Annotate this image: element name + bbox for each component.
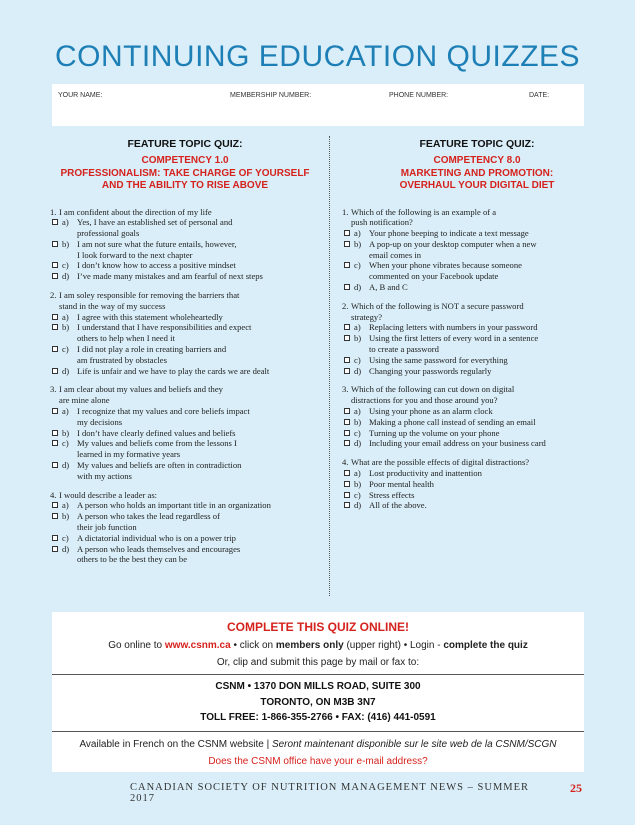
checkbox[interactable] — [52, 314, 58, 320]
option-letter: a) — [354, 228, 361, 239]
question-stem — [50, 290, 320, 312]
option-text: I don’t have clearly defined values and beliefs — [77, 427, 236, 438]
checkbox[interactable] — [52, 430, 58, 436]
submission-panel — [52, 612, 584, 772]
option-text: My values and beliefs are often in contradiction with my actions — [77, 460, 242, 481]
option-letter: d) — [354, 500, 362, 511]
date-field-label[interactable]: DATE: — [529, 92, 550, 99]
question-number: 3. — [50, 384, 57, 395]
option-text: Your phone beeping to indicate a text message — [369, 228, 529, 239]
checkbox[interactable] — [52, 535, 58, 541]
option-letter: c) — [62, 438, 69, 449]
answer-option[interactable] — [50, 406, 320, 428]
option-text: A person who takes the lead regardless of their job function — [77, 511, 220, 533]
option-text: I’ve made many mistakes and am fearful of next steps — [77, 271, 263, 282]
checkbox[interactable] — [344, 419, 350, 425]
page-number: 25 — [570, 781, 582, 795]
option-letter: d) — [354, 365, 362, 376]
option-letter: d) — [354, 438, 362, 449]
option-letter: b) — [62, 511, 70, 522]
checkbox[interactable] — [52, 502, 58, 508]
option-letter: b) — [354, 333, 362, 344]
complete-quiz-text: complete the quiz — [443, 640, 528, 651]
checkbox[interactable] — [344, 262, 350, 268]
question-number: 3. — [342, 384, 349, 395]
checkbox[interactable] — [344, 440, 350, 446]
email-question: Does the CSNM office have your e-mail address? — [208, 755, 428, 767]
answer-option[interactable] — [50, 428, 320, 439]
clip-instructions: Or, clip and submit this page by mail or fax to: — [216, 657, 420, 668]
panel-rule — [52, 674, 584, 675]
checkbox[interactable] — [344, 470, 350, 476]
option-letter: c) — [62, 260, 69, 271]
question-text: Which of the following is NOT a secure password strategy? — [351, 300, 524, 322]
french-english-text: Available in French on the CSNM website | — [79, 738, 270, 750]
option-letter: d) — [62, 365, 70, 376]
checkbox[interactable] — [344, 241, 350, 247]
option-letter: b) — [354, 238, 362, 249]
option-text: I am not sure what the future entails, however, I look forward to the next chapter — [77, 238, 237, 260]
question-stem — [50, 384, 320, 406]
option-letter: a) — [62, 311, 69, 322]
name-field-label[interactable]: YOUR NAME: — [58, 92, 103, 99]
address-line-1: CSNM • 1370 DON MILLS ROAD, SUITE 300 — [215, 681, 421, 692]
option-letter: c) — [354, 354, 361, 365]
question-text: I am soley responsible for removing the barriers that stand in the way of my success — [59, 290, 240, 311]
left-question-list — [50, 207, 320, 566]
answer-option[interactable] — [342, 490, 612, 501]
option-text: Turning up the volume on your phone — [369, 427, 500, 438]
right-quiz-heading: FEATURE TOPIC QUIZ: — [419, 138, 535, 150]
question — [50, 490, 320, 566]
address-line-2: TORONTO, ON M3B 3N7 — [260, 696, 376, 708]
question-stem — [50, 207, 320, 218]
question — [342, 207, 612, 293]
question — [50, 207, 320, 283]
checkbox[interactable] — [52, 368, 58, 374]
checkbox[interactable] — [344, 481, 350, 487]
question-number: 1. — [50, 206, 57, 217]
checkbox[interactable] — [52, 262, 58, 268]
option-letter: b) — [62, 427, 70, 438]
checkbox[interactable] — [344, 284, 350, 290]
french-availability — [52, 739, 584, 750]
question — [342, 301, 612, 377]
checkbox[interactable] — [52, 241, 58, 247]
column-divider — [329, 136, 330, 596]
option-letter: a) — [62, 406, 69, 417]
phone-field-label[interactable]: PHONE NUMBER: — [389, 92, 449, 99]
option-letter: d) — [62, 271, 70, 282]
click-on-text: • click on — [233, 640, 274, 651]
option-text: Replacing letters with numbers in your password — [369, 322, 538, 333]
option-letter: c) — [62, 532, 69, 543]
checkbox[interactable] — [52, 346, 58, 352]
checkbox[interactable] — [344, 324, 350, 330]
answer-option[interactable] — [50, 500, 320, 511]
answer-option[interactable] — [342, 479, 612, 490]
answer-option[interactable] — [50, 322, 320, 344]
answer-option[interactable] — [342, 260, 612, 282]
panel-rule-2 — [52, 731, 584, 732]
option-text: I agree with this statement wholeheartedly — [77, 311, 223, 322]
answer-option[interactable] — [50, 438, 320, 460]
option-text: I recognize that my values and core beliefs impact my decisions — [77, 406, 250, 427]
answer-option[interactable] — [50, 260, 320, 271]
question-stem — [50, 490, 320, 501]
option-text: Yes, I have an established set of personal and professional goals — [77, 217, 233, 239]
checkbox[interactable] — [344, 357, 350, 363]
right-quiz-competency: COMPETENCY 8.0 MARKETING AND PROMOTION: OVERHAUL YOUR DIGITAL DIET — [399, 155, 555, 191]
answer-option[interactable] — [342, 228, 612, 239]
right-question-list — [342, 207, 612, 512]
question-number: 2. — [342, 300, 349, 311]
left-quiz-heading: FEATURE TOPIC QUIZ: — [127, 138, 243, 150]
option-text: Including your email address on your business card — [369, 438, 546, 449]
answer-option[interactable] — [342, 322, 612, 333]
answer-option[interactable] — [342, 239, 612, 261]
right-quiz — [342, 138, 612, 511]
option-letter: b) — [354, 478, 362, 489]
option-text: Changing your passwords regularly — [369, 365, 492, 376]
answer-option[interactable] — [342, 333, 612, 355]
option-text: Using your phone as an alarm clock — [369, 406, 493, 417]
mailing-address — [52, 679, 584, 726]
answer-option[interactable] — [342, 366, 612, 377]
answer-option[interactable] — [342, 500, 612, 511]
info-bar — [52, 84, 584, 126]
option-letter: d) — [62, 543, 70, 554]
option-text: I don’t know how to access a positive mindset — [77, 260, 236, 271]
answer-option[interactable] — [50, 344, 320, 366]
question — [342, 384, 612, 449]
go-online-text: Go online to — [108, 640, 163, 651]
answer-option[interactable] — [50, 217, 320, 239]
checkbox[interactable] — [52, 462, 58, 468]
question-stem — [342, 301, 612, 323]
left-quiz — [50, 138, 320, 565]
page-title: CONTINUING EDUCATION QUIZZES — [54, 40, 581, 73]
checkbox[interactable] — [52, 408, 58, 414]
question-text: Which of the following can cut down on digital distractions for you and those around you? — [351, 384, 515, 406]
checkbox[interactable] — [52, 440, 58, 446]
question-stem — [342, 457, 612, 468]
answer-option[interactable] — [342, 406, 612, 417]
option-letter: c) — [354, 260, 361, 271]
answer-option[interactable] — [342, 468, 612, 479]
answer-option[interactable] — [342, 355, 612, 366]
checkbox[interactable] — [52, 546, 58, 552]
answer-option[interactable] — [50, 544, 320, 566]
option-text: Poor mental health — [369, 478, 434, 489]
question — [342, 457, 612, 511]
question — [50, 384, 320, 481]
option-text: Making a phone call instead of sending an email — [369, 416, 536, 427]
question-text: What are the possible effects of digital distractions? — [351, 457, 530, 468]
checkbox[interactable] — [344, 502, 350, 508]
online-instructions — [52, 640, 584, 651]
checkbox[interactable] — [344, 335, 350, 341]
option-text: A, B and C — [369, 282, 408, 293]
question-number: 2. — [50, 290, 57, 301]
option-letter: b) — [62, 238, 70, 249]
answer-option[interactable] — [50, 533, 320, 544]
question-stem — [342, 207, 612, 229]
option-letter: a) — [354, 468, 361, 479]
option-letter: a) — [354, 406, 361, 417]
option-letter: c) — [354, 489, 361, 500]
option-text: I did not play a role in creating barriers and am frustrated by obstacles — [77, 344, 227, 365]
option-text: A dictatorial individual who is on a power trip — [77, 532, 236, 543]
option-letter: b) — [354, 416, 362, 427]
upper-right-text: (upper right) • Login - — [346, 640, 441, 651]
option-text: Lost productivity and inattention — [369, 468, 482, 479]
answer-option[interactable] — [342, 438, 612, 449]
question-text: I am confident about the direction of my life — [59, 206, 212, 217]
option-text: When your phone vibrates because someone commented on your Facebook update — [369, 260, 522, 282]
answer-option[interactable] — [50, 460, 320, 482]
option-text: My values and beliefs come from the lessons I learned in my formative years — [77, 438, 237, 460]
checkbox[interactable] — [344, 368, 350, 374]
option-text: A pop-up on your desktop computer when a new email comes in — [369, 238, 537, 260]
option-text: A person who leads themselves and encourages others to be the best they can be — [77, 543, 241, 565]
left-quiz-competency: COMPETENCY 1.0 PROFESSIONALISM: TAKE CHARGE OF YOURSELF AND THE ABILITY TO RISE ABOVE — [60, 155, 310, 191]
membership-field-label[interactable]: MEMBERSHIP NUMBER: — [230, 92, 312, 99]
members-only-text: members only — [275, 640, 344, 651]
checkbox[interactable] — [344, 492, 350, 498]
option-letter: a) — [354, 322, 361, 333]
footer-text: CANADIAN SOCIETY OF NUTRITION MANAGEMENT NEWS – SUMMER 2017 — [130, 782, 530, 804]
option-letter: a) — [62, 500, 69, 511]
answer-option[interactable] — [50, 239, 320, 261]
option-text: Stress effects — [369, 489, 415, 500]
option-letter: d) — [62, 460, 70, 471]
option-letter: a) — [62, 217, 69, 228]
option-text: A person who holds an important title in an organization — [77, 500, 271, 511]
question-stem — [342, 384, 612, 406]
checkbox[interactable] — [52, 324, 58, 330]
option-letter: b) — [62, 322, 70, 333]
question-number: 4. — [342, 457, 349, 468]
answer-option[interactable] — [50, 366, 320, 377]
question-text: Which of the following is an example of a push notification? — [351, 206, 497, 228]
checkbox[interactable] — [52, 219, 58, 225]
answer-option[interactable] — [50, 271, 320, 282]
option-letter: c) — [354, 427, 361, 438]
checkbox[interactable] — [52, 273, 58, 279]
question-text: I would describe a leader as: — [59, 489, 158, 500]
answer-option[interactable] — [50, 312, 320, 323]
phone-fax-line: TOLL FREE: 1-866-355-2766 • FAX: (416) 441-0591 — [200, 712, 436, 723]
checkbox[interactable] — [344, 430, 350, 436]
answer-option[interactable] — [50, 511, 320, 533]
option-text: All of the above. — [369, 500, 427, 511]
answer-option[interactable] — [342, 417, 612, 428]
option-text: I understand that I have responsibilities and expect others to help when I need it — [77, 322, 252, 344]
checkbox[interactable] — [344, 230, 350, 236]
option-text: Using the first letters of every word in a sentence to create a password — [369, 333, 539, 355]
question-text: I am clear about my values and beliefs and they are mine alone — [59, 384, 223, 406]
checkbox[interactable] — [344, 408, 350, 414]
right-quiz-header — [342, 138, 612, 193]
option-letter: c) — [62, 344, 69, 355]
checkbox[interactable] — [52, 513, 58, 519]
option-text: Life is unfair and we have to play the cards we are dealt — [77, 365, 270, 376]
website-link[interactable]: www.csnm.ca — [164, 640, 231, 651]
answer-option[interactable] — [342, 282, 612, 293]
question — [50, 290, 320, 376]
question-number: 4. — [50, 489, 57, 500]
option-letter: d) — [354, 282, 362, 293]
online-heading: COMPLETE THIS QUIZ ONLINE! — [227, 620, 409, 634]
option-text: Using the same password for everything — [369, 354, 508, 365]
french-french-text: Seront maintenant disponible sur le site web de la CSNM/SCGN — [271, 738, 557, 750]
answer-option[interactable] — [342, 428, 612, 439]
question-number: 1. — [342, 206, 349, 217]
left-quiz-header — [50, 138, 320, 193]
